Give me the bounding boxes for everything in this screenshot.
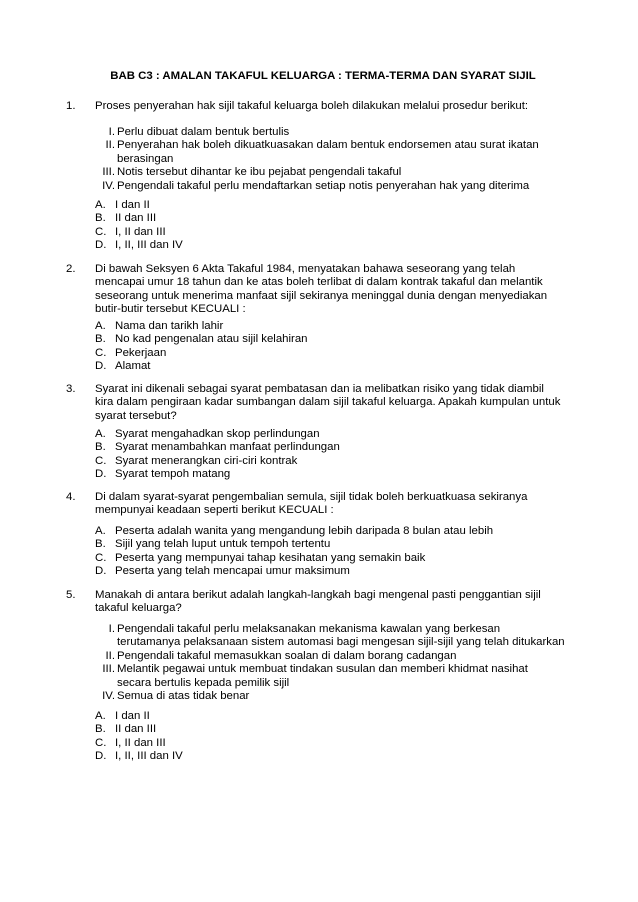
- option-item: [95, 360, 565, 373]
- statement-item: [95, 623, 565, 650]
- statement-item: [95, 690, 565, 703]
- option-item: [95, 212, 565, 225]
- option-letter: A.: [95, 199, 106, 211]
- option-list: [95, 199, 565, 253]
- option-letter: A.: [95, 428, 106, 440]
- option-letter: A.: [95, 710, 106, 722]
- option-text: Syarat menambahkan manfaat perlindungan: [115, 441, 340, 454]
- option-letter: D.: [95, 239, 107, 252]
- option-letter: B.: [95, 538, 106, 551]
- option-text: Sijil yang telah luput untuk tempoh tertentu: [115, 538, 331, 551]
- option-text: Syarat menerangkan ciri-ciri kontrak: [115, 454, 298, 467]
- option-letter: B.: [95, 333, 106, 346]
- option-letter: C.: [95, 225, 107, 238]
- option-text: I dan II: [115, 199, 150, 211]
- option-letter: A.: [95, 320, 106, 332]
- statement-text: Melantik pegawai untuk membuat tindakan susulan dan memberi khidmat nasihat secara bertulis kepada pemilik sijil: [117, 663, 528, 689]
- statement-number: III.: [102, 166, 115, 179]
- option-text: Nama dan tarikh lahir: [115, 320, 224, 332]
- option-text: Syarat tempoh matang: [115, 468, 231, 481]
- option-item: [95, 320, 565, 333]
- option-item: [95, 552, 565, 565]
- statement-text: Pengendali takaful perlu melaksanakan mekanisma kawalan yang berkesan terutamanya pelaksanaan sistem automasi bagi mengesan sijil-sijil yang telah ditukarkan: [117, 623, 565, 649]
- option-text: II dan III: [115, 723, 157, 736]
- statement-number: II.: [105, 139, 115, 152]
- statement-item: [95, 166, 565, 179]
- question-number: 4.: [66, 491, 76, 503]
- option-letter: B.: [95, 212, 106, 225]
- option-text: I, II, III dan IV: [115, 750, 183, 763]
- option-letter: C.: [95, 346, 107, 359]
- statement-text: Pengendali takaful perlu mendaftarkan setiap notis penyerahan hak yang diterima: [117, 179, 530, 192]
- statement-list: [95, 126, 565, 193]
- question-text: Di dalam syarat-syarat pengembalian semula, sijil tidak boleh berkuatkuasa sekiranya mempunyai keadaan seperti berikut KECUALI :: [95, 491, 528, 517]
- statement-text: Notis tersebut dihantar ke ibu pejabat pengendali takaful: [117, 166, 402, 179]
- option-text: Pekerjaan: [115, 346, 167, 359]
- question-text: Manakah di antara berikut adalah langkah-langkah bagi mengenal pasti penggantian sijil takaful keluarga?: [95, 589, 541, 615]
- option-item: [95, 199, 565, 212]
- option-text: I, II dan III: [115, 736, 166, 749]
- option-letter: D.: [95, 468, 107, 481]
- option-text: No kad pengenalan atau sijil kelahiran: [115, 333, 308, 346]
- option-letter: B.: [95, 723, 106, 736]
- option-item: [95, 239, 565, 252]
- statement-item: [95, 650, 565, 663]
- option-letter: C.: [95, 454, 107, 467]
- option-text: I, II, III dan IV: [115, 239, 183, 252]
- option-letter: D.: [95, 750, 107, 763]
- statement-text: Semua di atas tidak benar: [117, 690, 250, 703]
- option-text: Syarat mengahadkan skop perlindungan: [115, 428, 320, 440]
- statement-text: Pengendali takaful memasukkan soalan di dalam borang cadangan: [117, 649, 457, 662]
- option-text: II dan III: [115, 212, 157, 225]
- option-text: Peserta adalah wanita yang mengandung lebih daripada 8 bulan atau lebih: [115, 525, 494, 537]
- statement-item: [95, 139, 565, 166]
- option-item: [95, 750, 565, 763]
- statement-number: I.: [108, 126, 115, 138]
- option-letter: C.: [95, 736, 107, 749]
- statement-number: II.: [105, 649, 115, 662]
- option-text: I dan II: [115, 710, 150, 722]
- option-letter: A.: [95, 525, 106, 537]
- option-item: [95, 538, 565, 551]
- option-item: [95, 723, 565, 736]
- option-text: Peserta yang mempunyai tahap kesihatan yang semakin baik: [115, 551, 426, 564]
- question-text: Di bawah Seksyen 6 Akta Takaful 1984, menyatakan bahawa seseorang yang telah mencapai umur 18 tahun dan ke atas boleh terlibat di dalam kontrak takaful dan melantik seseorang untuk menerima manfaat sijil sekiranya meninggal dunia dengan menyediakan butir-butir tersebut KECUALI :: [95, 263, 548, 316]
- question-number: 3.: [66, 383, 76, 395]
- option-letter: D.: [95, 360, 107, 373]
- question-number: 5.: [66, 589, 76, 601]
- option-list: [95, 525, 565, 579]
- statement-number: IV.: [102, 690, 115, 703]
- option-item: [95, 333, 565, 346]
- question-text: Syarat ini dikenali sebagai syarat pembatasan dan ia melibatkan risiko yang tidak diambil kira dalam pengiraan kadar sumbangan dalam sijil takaful keluarga. Apakah kumpulan untuk syarat tersebut?: [95, 383, 561, 422]
- option-item: [95, 565, 565, 578]
- option-list: [95, 320, 565, 374]
- statement-text: Perlu dibuat dalam bentuk bertulis: [117, 126, 290, 138]
- option-item: [95, 468, 565, 481]
- option-item: [95, 347, 565, 360]
- option-text: I, II dan III: [115, 225, 166, 238]
- option-letter: D.: [95, 565, 107, 578]
- question-text: Proses penyerahan hak sijil takaful keluarga boleh dilakukan melalui prosedur berikut:: [95, 100, 529, 112]
- option-list: [95, 710, 565, 764]
- statement-item: [95, 663, 565, 690]
- statement-item: [95, 126, 565, 139]
- option-text: Alamat: [115, 360, 151, 373]
- statement-number: III.: [102, 663, 115, 676]
- option-item: [95, 710, 565, 723]
- question-number: 1.: [66, 100, 76, 112]
- statement-list: [95, 623, 565, 703]
- option-item: [95, 226, 565, 239]
- statement-text: Penyerahan hak boleh dikuatkuasakan dalam bentuk endorsemen atau surat ikatan berasingan: [117, 139, 539, 165]
- option-list: [95, 428, 565, 482]
- page-title: BAB C3 : AMALAN TAKAFUL KELUARGA : TERMA-TERMA DAN SYARAT SIJIL: [110, 70, 536, 82]
- option-item: [95, 525, 565, 538]
- option-letter: C.: [95, 551, 107, 564]
- statement-number: IV.: [102, 179, 115, 192]
- option-letter: B.: [95, 441, 106, 454]
- statement-item: [95, 180, 565, 193]
- option-item: [95, 441, 565, 454]
- option-item: [95, 455, 565, 468]
- statement-number: I.: [108, 623, 115, 635]
- option-item: [95, 737, 565, 750]
- option-item: [95, 428, 565, 441]
- question-number: 2.: [66, 263, 76, 275]
- option-text: Peserta yang telah mencapai umur maksimum: [115, 565, 350, 578]
